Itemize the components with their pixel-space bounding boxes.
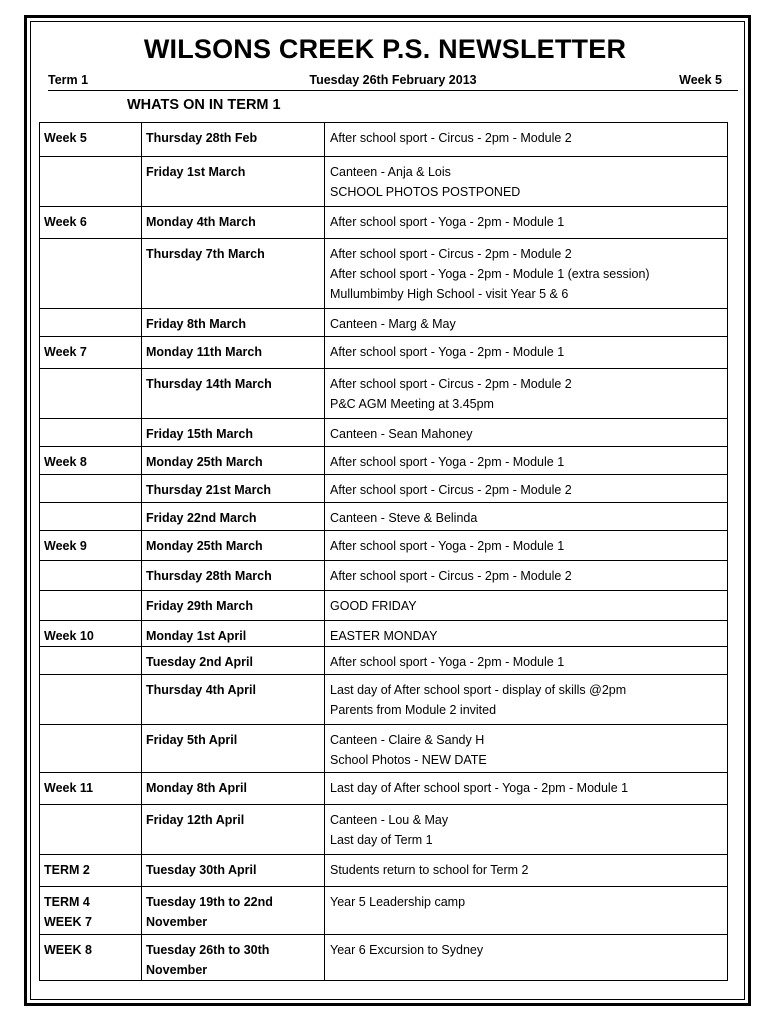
- date-text: Friday 1st March: [146, 165, 246, 179]
- date-text: Tuesday 2nd April: [146, 655, 253, 669]
- date-text: Monday 11th March: [146, 345, 262, 359]
- events-table-body: [40, 123, 728, 981]
- week-cell: [40, 239, 142, 309]
- week-cell: [40, 773, 142, 805]
- table-row: [40, 887, 728, 935]
- event-text: Parents from Module 2 invited: [330, 703, 497, 717]
- event-text: After school sport - Yoga - 2pm - Module 1: [330, 655, 565, 669]
- date-cell: [142, 647, 325, 675]
- week-cell: [40, 503, 142, 531]
- event-cell: [325, 591, 728, 621]
- date-cell: [142, 935, 325, 981]
- table-row: [40, 447, 728, 475]
- date-text: Friday 8th March: [146, 317, 247, 331]
- date-cell: [142, 503, 325, 531]
- event-cell: [325, 647, 728, 675]
- event-text: After school sport - Circus - 2pm - Module 2: [330, 569, 572, 583]
- issue-date: Tuesday 26th February 2013: [309, 73, 477, 87]
- event-text: Last day of After school sport - Yoga - 2pm - Module 1: [330, 781, 629, 795]
- week-cell: [40, 725, 142, 773]
- table-row: [40, 675, 728, 725]
- date-text: Friday 22nd March: [146, 511, 257, 525]
- date-cell: [142, 675, 325, 725]
- date-cell: [142, 447, 325, 475]
- date-text: November: [146, 963, 208, 977]
- newsletter-meta-row: [48, 72, 738, 91]
- event-text: Year 6 Excursion to Sydney: [330, 943, 484, 957]
- event-text: After school sport - Yoga - 2pm - Module 1: [330, 215, 565, 229]
- date-text: Friday 15th March: [146, 427, 253, 441]
- event-text: After school sport - Yoga - 2pm - Module 1 (extra session): [330, 267, 650, 281]
- week-text: Week 5: [44, 131, 87, 145]
- event-text: After school sport - Yoga - 2pm - Module 1: [330, 455, 565, 469]
- week-text: TERM 2: [44, 863, 90, 877]
- date-cell: [142, 725, 325, 773]
- event-text: After school sport - Yoga - 2pm - Module 1: [330, 539, 565, 553]
- events-table: [39, 122, 728, 981]
- event-cell: [325, 369, 728, 419]
- week-text: Week 11: [44, 781, 94, 795]
- week-text: Week 7: [44, 345, 87, 359]
- week-cell: [40, 369, 142, 419]
- event-cell: [325, 239, 728, 309]
- event-cell: [325, 805, 728, 855]
- table-row: [40, 239, 728, 309]
- week-label: Week 5: [679, 73, 722, 87]
- date-cell: [142, 591, 325, 621]
- week-cell: [40, 805, 142, 855]
- week-cell: [40, 337, 142, 369]
- table-row: [40, 725, 728, 773]
- date-cell: [142, 531, 325, 561]
- week-cell: [40, 475, 142, 503]
- event-text: Last day of Term 1: [330, 833, 433, 847]
- week-cell: [40, 531, 142, 561]
- event-text: Canteen - Sean Mahoney: [330, 427, 473, 441]
- event-text: Mullumbimby High School - visit Year 5 & 6: [330, 287, 569, 301]
- table-row: [40, 855, 728, 887]
- event-text: Students return to school for Term 2: [330, 863, 529, 877]
- week-cell: [40, 447, 142, 475]
- date-cell: [142, 475, 325, 503]
- table-row: [40, 531, 728, 561]
- date-text: November: [146, 915, 208, 929]
- table-row: [40, 157, 728, 207]
- event-cell: [325, 207, 728, 239]
- event-cell: [325, 503, 728, 531]
- week-text: Week 9: [44, 539, 87, 553]
- table-row: [40, 419, 728, 447]
- event-text: After school sport - Circus - 2pm - Module 2: [330, 483, 572, 497]
- event-cell: [325, 123, 728, 157]
- event-cell: [325, 531, 728, 561]
- event-text: SCHOOL PHOTOS POSTPONED: [330, 185, 521, 199]
- event-text: Canteen - Marg & May: [330, 317, 456, 331]
- date-text: Friday 29th March: [146, 599, 253, 613]
- section-heading: WHATS ON IN TERM 1: [127, 97, 281, 113]
- table-row: [40, 805, 728, 855]
- event-cell: [325, 773, 728, 805]
- event-text: After school sport - Circus - 2pm - Module 2: [330, 131, 572, 145]
- date-cell: [142, 419, 325, 447]
- event-cell: [325, 935, 728, 981]
- event-text: Canteen - Anja & Lois: [330, 165, 451, 179]
- table-row: [40, 621, 728, 647]
- event-cell: [325, 887, 728, 935]
- term-label: Term 1: [48, 73, 89, 87]
- date-text: Monday 25th March: [146, 539, 263, 553]
- event-cell: [325, 157, 728, 207]
- date-text: Tuesday 26th to 30th: [146, 943, 270, 957]
- date-cell: [142, 805, 325, 855]
- table-row: [40, 935, 728, 981]
- date-text: Monday 1st April: [146, 629, 247, 643]
- week-cell: [40, 419, 142, 447]
- week-text: Week 8: [44, 455, 87, 469]
- date-cell: [142, 309, 325, 337]
- event-cell: [325, 725, 728, 773]
- date-cell: [142, 855, 325, 887]
- event-cell: [325, 855, 728, 887]
- date-cell: [142, 561, 325, 591]
- week-cell: [40, 855, 142, 887]
- date-cell: [142, 123, 325, 157]
- event-text: After school sport - Yoga - 2pm - Module 1: [330, 345, 565, 359]
- date-cell: [142, 369, 325, 419]
- event-cell: [325, 561, 728, 591]
- event-cell: [325, 621, 728, 647]
- date-text: Monday 4th March: [146, 215, 256, 229]
- event-cell: [325, 475, 728, 503]
- table-row: [40, 773, 728, 805]
- week-text: Week 10: [44, 629, 94, 643]
- table-row: [40, 207, 728, 239]
- event-cell: [325, 419, 728, 447]
- week-text: WEEK 7: [44, 915, 92, 929]
- week-cell: [40, 591, 142, 621]
- table-row: [40, 561, 728, 591]
- event-text: School Photos - NEW DATE: [330, 753, 487, 767]
- week-text: Week 6: [44, 215, 87, 229]
- event-cell: [325, 337, 728, 369]
- table-row: [40, 475, 728, 503]
- event-cell: [325, 447, 728, 475]
- table-row: [40, 123, 728, 157]
- date-cell: [142, 621, 325, 647]
- table-row: [40, 309, 728, 337]
- date-cell: [142, 157, 325, 207]
- week-cell: [40, 935, 142, 981]
- event-text: GOOD FRIDAY: [330, 599, 417, 613]
- date-cell: [142, 337, 325, 369]
- date-text: Friday 5th April: [146, 733, 238, 747]
- week-cell: [40, 123, 142, 157]
- week-cell: [40, 621, 142, 647]
- date-text: Tuesday 30th April: [146, 863, 257, 877]
- date-text: Monday 25th March: [146, 455, 263, 469]
- event-text: After school sport - Circus - 2pm - Module 2: [330, 247, 572, 261]
- date-text: Friday 12th April: [146, 813, 245, 827]
- date-text: Monday 8th April: [146, 781, 247, 795]
- week-cell: [40, 887, 142, 935]
- event-cell: [325, 309, 728, 337]
- date-text: Thursday 7th March: [146, 247, 265, 261]
- table-row: [40, 647, 728, 675]
- date-text: Thursday 28th Feb: [146, 131, 258, 145]
- newsletter-title: WILSONS CREEK P.S. NEWSLETTER: [143, 34, 627, 64]
- date-text: Thursday 4th April: [146, 683, 256, 697]
- date-cell: [142, 887, 325, 935]
- date-text: Tuesday 19th to 22nd: [146, 895, 273, 909]
- date-text: Thursday 21st March: [146, 483, 272, 497]
- event-text: Canteen - Claire & Sandy H: [330, 733, 485, 747]
- week-cell: [40, 647, 142, 675]
- event-text: After school sport - Circus - 2pm - Module 2: [330, 377, 572, 391]
- date-cell: [142, 239, 325, 309]
- table-row: [40, 591, 728, 621]
- date-text: Thursday 14th March: [146, 377, 272, 391]
- event-text: EASTER MONDAY: [330, 629, 438, 643]
- week-cell: [40, 157, 142, 207]
- table-row: [40, 503, 728, 531]
- event-text: Year 5 Leadership camp: [330, 895, 466, 909]
- date-cell: [142, 207, 325, 239]
- table-row: [40, 369, 728, 419]
- table-row: [40, 337, 728, 369]
- week-text: WEEK 8: [44, 943, 92, 957]
- event-text: Canteen - Steve & Belinda: [330, 511, 478, 525]
- week-cell: [40, 675, 142, 725]
- event-text: Last day of After school sport - display of skills @2pm: [330, 683, 627, 697]
- date-text: Thursday 28th March: [146, 569, 272, 583]
- week-cell: [40, 309, 142, 337]
- date-cell: [142, 773, 325, 805]
- event-text: Canteen - Lou & May: [330, 813, 449, 827]
- week-cell: [40, 561, 142, 591]
- week-cell: [40, 207, 142, 239]
- event-text: P&C AGM Meeting at 3.45pm: [330, 397, 494, 411]
- week-text: TERM 4: [44, 895, 90, 909]
- event-cell: [325, 675, 728, 725]
